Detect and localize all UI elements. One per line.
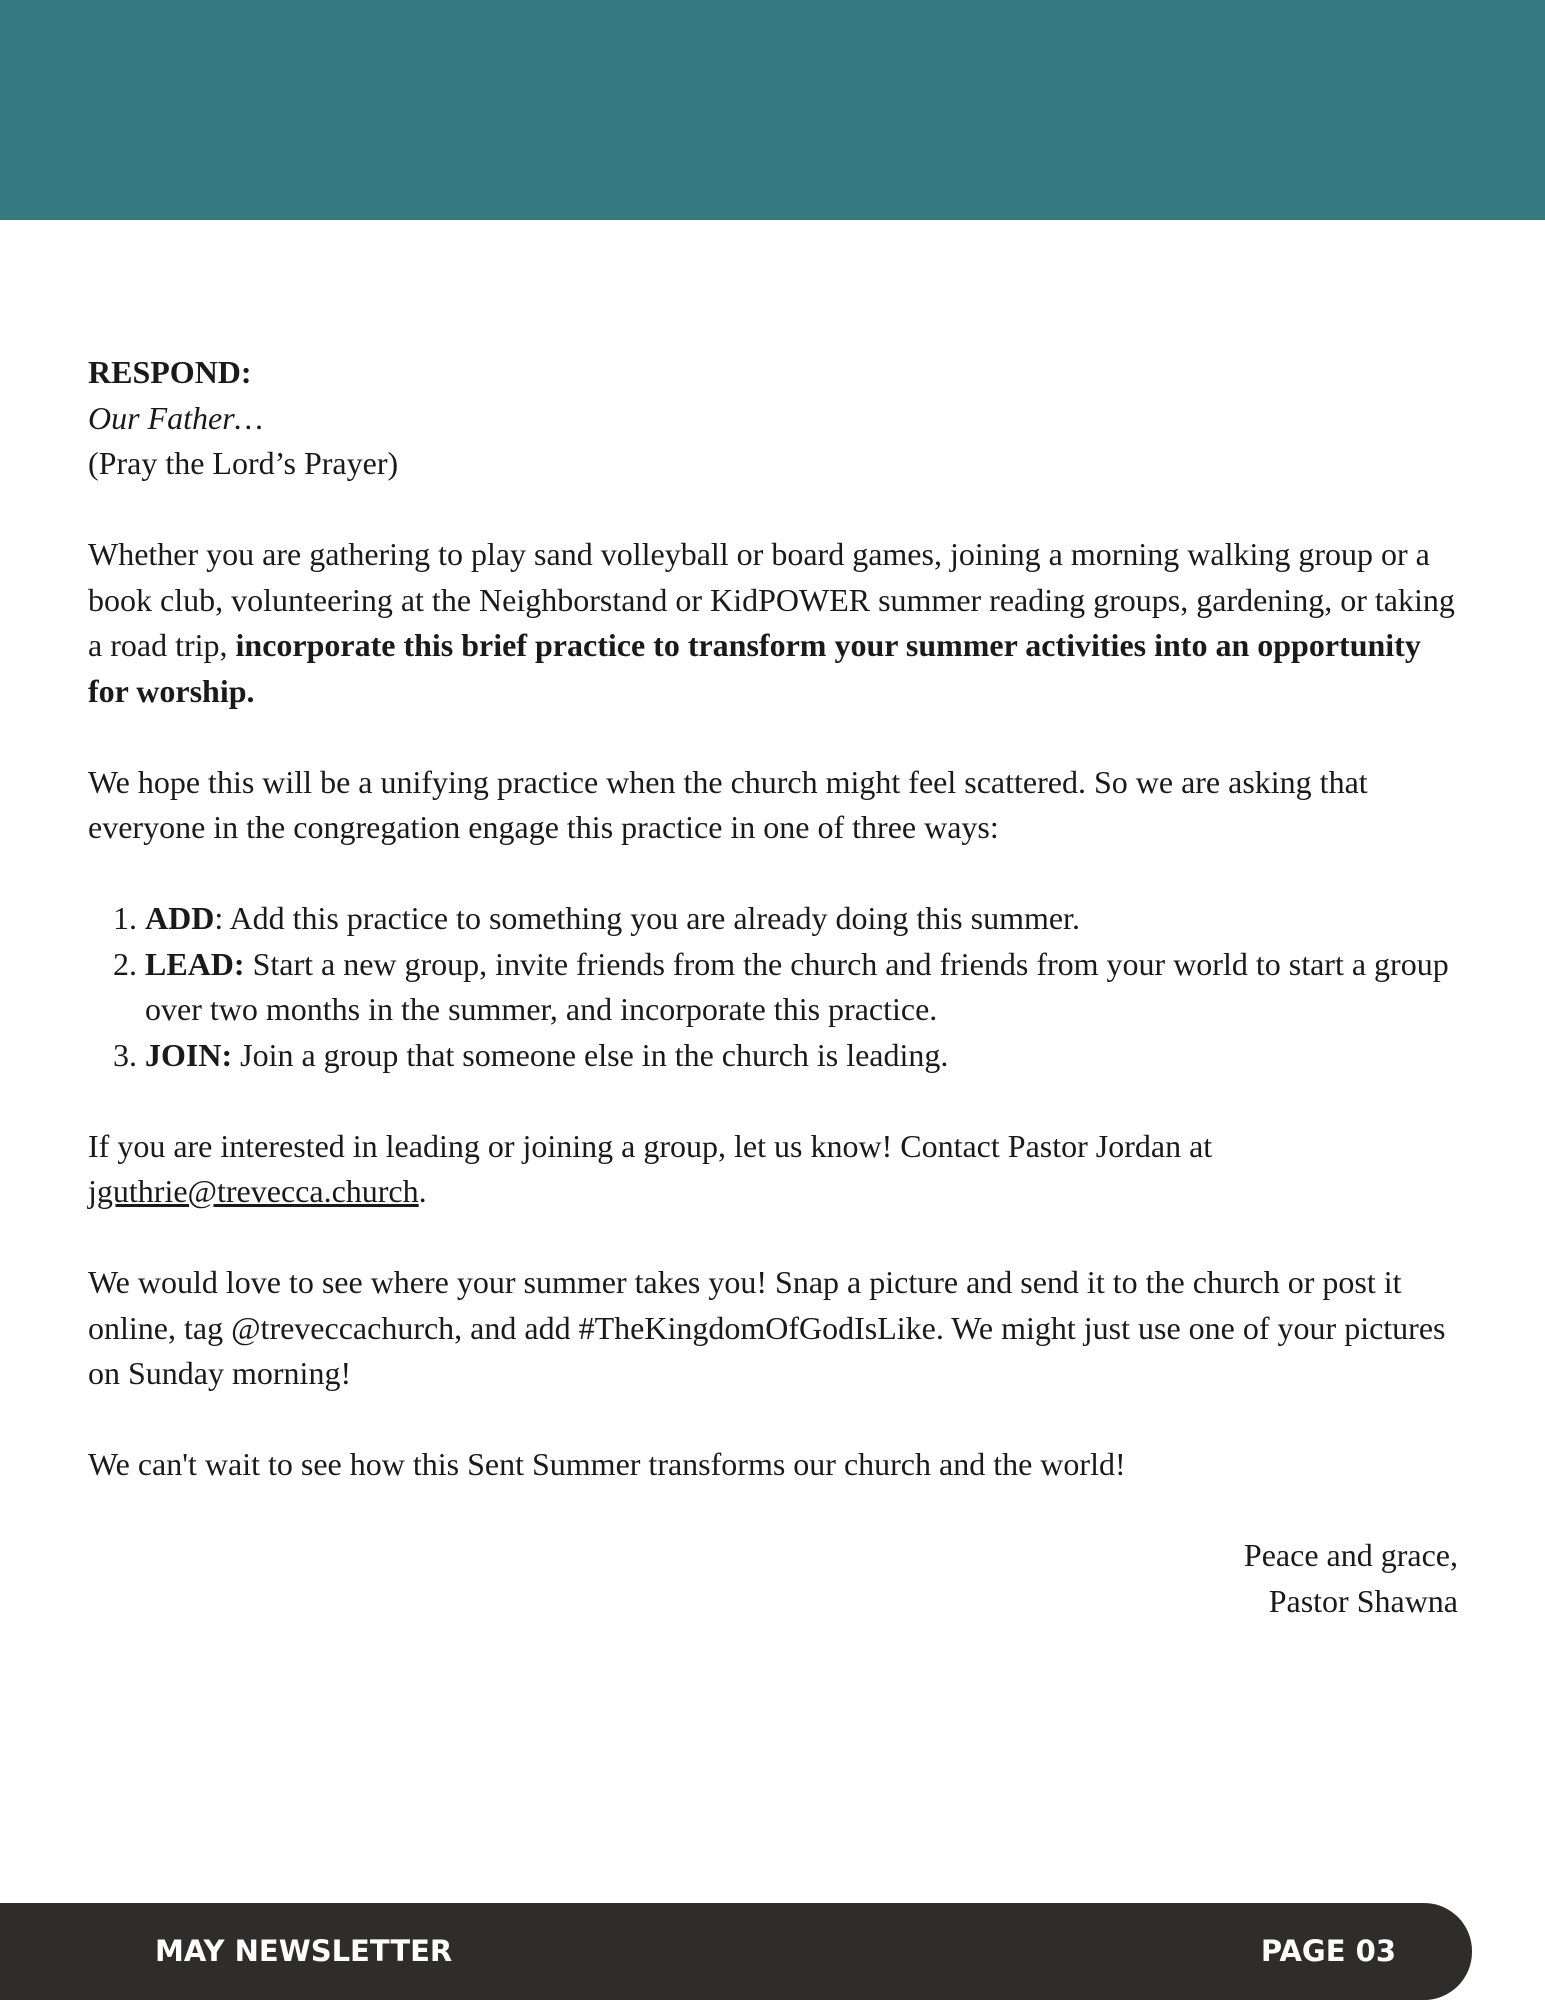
signoff: [88, 1533, 1458, 1624]
list-item-number: 2.: [113, 945, 137, 982]
list-item: [88, 896, 1458, 942]
list-item-label: LEAD:: [145, 945, 245, 982]
signoff-name: Pastor Shawna: [1268, 1582, 1458, 1619]
prayer-instruction: (Pray the Lord’s Prayer): [88, 445, 399, 481]
prayer-opening: Our Father…: [88, 399, 264, 436]
share-text: We would love to see where your summer takes you! Snap a picture and send it to the church or post it online, tag @treveccachurch, and add #TheKingdomOfGodIsLike. We might just use one of your pictures on Sunday morning!: [88, 1264, 1446, 1391]
header-band: [0, 0, 1545, 220]
respond-section: [88, 350, 1458, 487]
practice-text: Whether you are gathering to play sand volleyball or board games, joining a morning walking group or a book club, volunteering at the Neighborstand or KidPOWER summer reading groups, gardening, or taking a road trip,: [88, 536, 1455, 663]
list-item-number: 3.: [113, 1036, 137, 1073]
list-item-number: 1.: [113, 900, 137, 936]
closing-paragraph: [88, 1442, 1458, 1488]
newsletter-body: [88, 350, 1458, 1670]
share-paragraph: [88, 1260, 1458, 1397]
ways-list: [88, 896, 1458, 1078]
contact-end: .: [418, 1173, 427, 1209]
page-number: PAGE 03: [1260, 1934, 1396, 1968]
unifying-text: We hope this will be a unifying practice when the church might feel scattered. So we are asking that everyone in the congregation engage this practice in one of three ways:: [88, 763, 1368, 845]
list-item-text: : Add this practice to something you are already doing this summer.: [214, 900, 1080, 936]
closing-text: We can't wait to see how this Sent Summer transforms our church and the world!: [88, 1446, 1126, 1482]
list-item-label: ADD: [145, 900, 215, 936]
list-item-label: JOIN:: [145, 1036, 233, 1073]
contact-paragraph: [88, 1124, 1458, 1215]
practice-paragraph: [88, 532, 1458, 714]
list-item: [88, 1033, 1458, 1079]
newsletter-title: MAY NEWSLETTER: [155, 1934, 453, 1968]
list-item-text: Join a group that someone else in the church is leading.: [232, 1036, 949, 1073]
list-item-text: Start a new group, invite friends from the church and friends from your world to start a group over two months in the summer, and incorporate this practice.: [145, 945, 1449, 1027]
signoff-greeting: Peace and grace,: [1243, 1537, 1458, 1573]
unifying-paragraph: [88, 760, 1458, 851]
email-link[interactable]: jguthrie@trevecca.church: [88, 1173, 419, 1209]
footer-bar: [0, 1903, 1472, 2000]
contact-text: If you are interested in leading or joining a group, let us know! Contact Pastor Jordan at: [88, 1127, 1213, 1164]
respond-heading: RESPOND:: [88, 354, 252, 390]
list-item: [88, 942, 1458, 1033]
practice-emphasis: incorporate this brief practice to transform your summer activities into an opportunity for worship.: [88, 627, 1421, 709]
